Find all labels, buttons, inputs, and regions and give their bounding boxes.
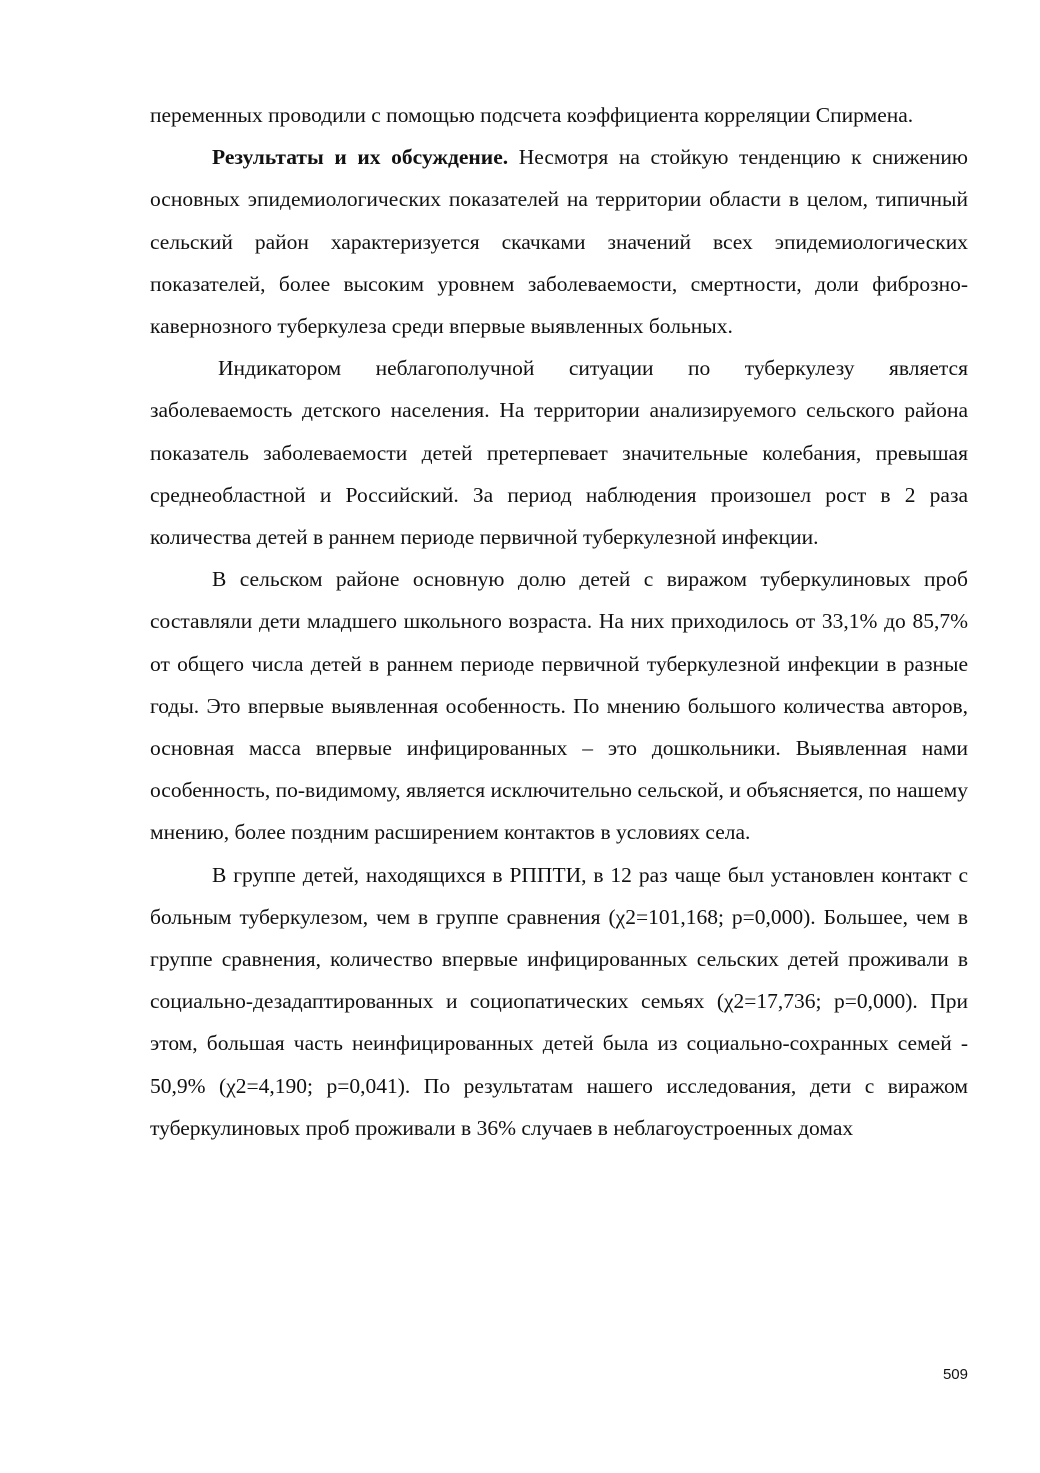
paragraph-contact-group — [150, 854, 968, 1149]
paragraph-rural-district — [150, 558, 968, 853]
paragraph-text: В сельском районе основную долю детей с виражом туберкулиновых проб составляли дети младшего школьного возраста. На них приходилось от 33,1% до 85,7% от общего числа детей в раннем периоде первичной туберкулезной инфекции в разные годы. Это впервые выявленная особенность. По мнению большого количества авторов, основная масса впервые инфицированных – это дошкольники. Выявленная нами особенность, по-видимому, является исключительно сельской, и объясняется, по нашему мнению, более поздним расширением контактов в условиях села. — [150, 567, 968, 845]
page-number: 509 — [942, 1366, 968, 1383]
paragraph-method-end — [150, 94, 968, 136]
paragraph-text: В группе детей, находящихся в РППТИ, в 12 раз чаще был установлен контакт с больным туберкулезом, чем в группе сравнения (χ2=101,168; р=0,000). Большее, чем в группе сравнения, количество впервые инфицированных сельских детей проживали в социально-дезадаптированных и социопатических семьях (χ2=17,736; р=0,000). При этом, большая часть неинфицированных детей была из социально-сохранных семей - 50,9% (χ2=4,190; р=0,041). По результатам нашего исследования, дети с виражом туберкулиновых проб проживали в 36% случаев в неблагоустроенных домах — [150, 862, 968, 1140]
paragraph-results — [150, 136, 968, 347]
paragraph-text: Несмотря на стойкую тенденцию к снижению основных эпидемиологических показателей на территории области в целом, типичный сельский район характеризуется скачками значений всех эпидемиологических показателей, более высоким уровнем заболеваемости, смертности, доли фиброзно-кавернозного туберкулеза среди впервые выявленных больных. — [150, 145, 968, 339]
paragraph-text: Индикатором неблагополучной ситуации по туберкулезу является заболеваемость детского населения. На территории анализируемого сельского района показатель заболеваемости детей претерпевает значительные колебания, превышая среднеобластной и Российский. За период наблюдения произошел рост в 2 раза количества детей в раннем периоде первичной туберкулезной инфекции. — [150, 356, 968, 550]
document-body — [150, 94, 968, 1149]
paragraph-indicator — [150, 347, 968, 558]
section-heading: Результаты и их обсуждение. — [212, 145, 509, 170]
paragraph-text: переменных проводили с помощью подсчета коэффициента корреляции Спирмена. — [150, 103, 914, 127]
